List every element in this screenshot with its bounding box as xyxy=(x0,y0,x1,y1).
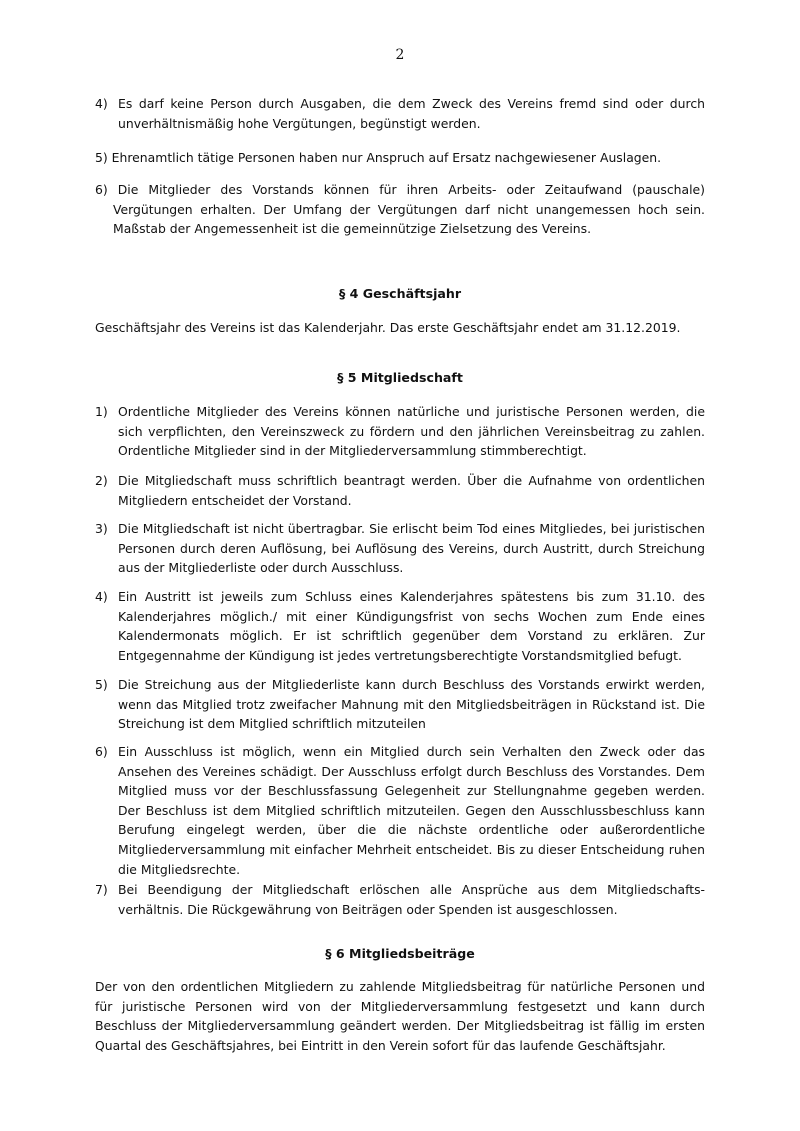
section-heading: § 4 Geschäftsjahr xyxy=(338,286,462,301)
item-number: 1) xyxy=(95,404,108,419)
item-number: 4) xyxy=(95,96,108,111)
item-text-inline xyxy=(95,148,705,168)
list-item xyxy=(95,94,705,133)
section-heading: § 6 Mitgliedsbeiträge xyxy=(325,946,475,961)
item-number: 6) xyxy=(95,744,108,759)
list-item xyxy=(95,402,705,461)
item-number: 7) xyxy=(95,882,108,897)
list-item xyxy=(95,180,705,239)
item-text: Die Mitglieder des Vorstands können für ihren Arbeits- oder Zeitaufwand (pauschale) Vergütungen erhalten. Der Umfang der Vergütungen darf nicht unangemessen hoch sein. Maßstab der Angemessenheit ist die gemeinnützige Zielsetzung des Vereins. xyxy=(113,182,705,237)
list-item xyxy=(95,742,705,879)
list-item xyxy=(95,880,705,919)
section-paragraph: Geschäftsjahr des Vereins ist das Kalenderjahr. Das erste Geschäftsjahr endet am 31.12.2019. xyxy=(95,320,681,335)
item-number: 2) xyxy=(95,473,108,488)
item-text: Ordentliche Mitglieder des Vereins können natürliche und juristische Personen werden, die sich verpflichten, den Vereinszweck zu fördern und den jährlichen Vereinsbeitrag zu zahlen. Ordentliche Mitglieder sind in der Mitgliederversammlung stimmberechtigt. xyxy=(118,404,705,459)
item-text: Die Mitgliedschaft ist nicht übertragbar. Sie erlischt beim Tod eines Mitgliedes, bei juristischen Personen durch deren Auflösung, bei Auflösung des Vereins, durch Austritt, durch Streichung aus der Mitgliederliste oder durch Ausschluss. xyxy=(118,521,705,576)
list-item xyxy=(95,148,705,168)
item-text: Die Streichung aus der Mitgliederliste kann durch Beschluss des Vorstands erwirkt werden, wenn das Mitglied trotz zweifacher Mahnung mit den Mitgliedsbeiträgen in Rückstand ist. Die Streichung ist dem Mitglied schriftlich mitzuteilen xyxy=(118,677,705,732)
item-number: 6) xyxy=(95,182,108,197)
item-number: 3) xyxy=(95,521,108,536)
item-number: 4) xyxy=(95,589,108,604)
item-number: 5) xyxy=(95,150,108,165)
item-text: Es darf keine Person durch Ausgaben, die dem Zweck des Vereins fremd sind oder durch unverhältnismäßig hohe Vergütungen, begünstigt werden. xyxy=(118,96,705,131)
section-paragraph: Der von den ordentlichen Mitgliedern zu zahlende Mitgliedsbeitrag für natürliche Personen und für juristische Personen wird von der Mitgliederversammlung festgesetzt und kann durch Beschluss der Mitgliederversammlung geändert werden. Der Mitgliedsbeitrag ist fällig im ersten Quartal des Geschäftsjahres, bei Eintritt in den Verein sofort für das laufende Geschäftsjahr. xyxy=(95,979,705,1053)
list-item xyxy=(95,675,705,734)
page-number: 2 xyxy=(395,47,405,63)
section-heading: § 5 Mitgliedschaft xyxy=(337,370,463,385)
item-text: Bei Beendigung der Mitgliedschaft erlöschen alle Ansprüche aus dem Mitgliedschafts-verhältnis. Die Rückgewährung von Beiträgen oder Spenden ist ausgeschlossen. xyxy=(118,882,705,917)
item-text: Ein Austritt ist jeweils zum Schluss eines Kalenderjahres spätestens bis zum 31.10. des Kalenderjahres möglich./ mit einer Kündigungsfrist von sechs Wochen zum Ende eines Kalendermonats möglich. Er ist schriftlich gegenüber dem Vorstand zu erklären. Zur Entgegennahme der Kündigung ist jedes vertretungsberechtigte Vorstandsmitglied befugt. xyxy=(118,589,705,663)
item-text: Ein Ausschluss ist möglich, wenn ein Mitglied durch sein Verhalten den Zweck oder das Ansehen des Vereines schädigt. Der Ausschluss erfolgt durch Beschluss des Vorstandes. Dem Mitglied muss vor der Beschlussfassung Gelegenheit zur Stellungnahme gegeben werden. Der Beschluss ist dem Mitglied schriftlich mitzuteilen. Gegen den Ausschlussbeschluss kann Berufung eingelegt werden, über die die nächste ordentliche oder außerordentliche Mitgliederversammlung mit einfacher Mehrheit entscheidet. Bis zu dieser Entscheidung ruhen die Mitgliedsrechte. xyxy=(118,744,705,877)
item-text: Ehrenamtlich tätige Personen haben nur Anspruch auf Ersatz nachgewiesener Auslagen. xyxy=(111,150,662,165)
list-item xyxy=(95,587,705,665)
list-item xyxy=(95,519,705,578)
item-text: Die Mitgliedschaft muss schriftlich beantragt werden. Über die Aufnahme von ordentlichen Mitgliedern entscheidet der Vorstand. xyxy=(118,473,705,508)
item-number: 5) xyxy=(95,677,108,692)
list-item xyxy=(95,471,705,510)
item-text-inline xyxy=(95,180,705,239)
